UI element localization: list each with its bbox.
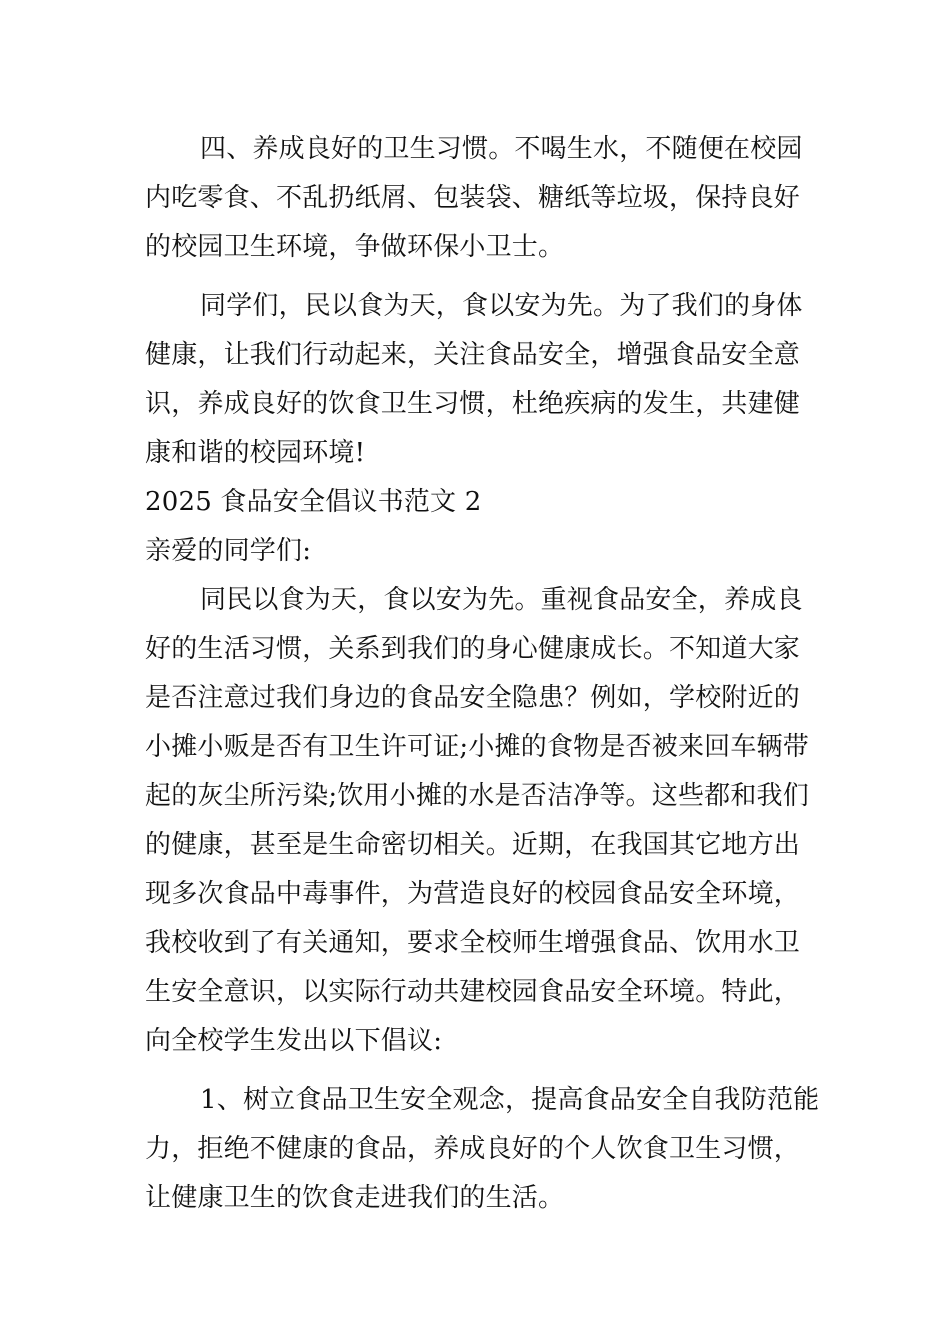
salutation: 亲爱的同学们:: [145, 536, 312, 566]
paragraph-item-1: [145, 1076, 820, 1223]
text-line: 康和谐的校园环境!: [145, 438, 366, 468]
paragraph-gap: [145, 272, 807, 282]
text-line: 是否注意过我们身边的食品安全隐患？例如，学校附近的: [145, 683, 801, 713]
section-heading: 2025 食品安全倡议书范文 2: [145, 487, 482, 517]
text-line: 内吃零食、不乱扔纸屑、包装袋、糖纸等垃圾，保持良好: [145, 183, 801, 213]
text-line: 让健康卫生的饮食走进我们的生活。: [145, 1183, 565, 1213]
paragraph-gap: [145, 1066, 807, 1076]
text-line: 的健康，甚至是生命密切相关。近期，在我国其它地方出: [145, 830, 801, 860]
text-line: 1、树立食品卫生安全观念，提高食品安全自我防范能: [200, 1085, 820, 1115]
text-line: 健康，让我们行动起来，关注食品安全，增强食品安全意: [145, 340, 801, 370]
text-line: 生安全意识，以实际行动共建校园食品安全环境。特此，: [145, 977, 801, 1007]
text-line: 同民以食为天，食以安为先。重视食品安全，养成良: [200, 585, 803, 615]
text-line: 四、养成良好的卫生习惯。不喝生水，不随便在校园: [200, 134, 803, 164]
paragraph-habit-4: [145, 125, 807, 272]
text-line: 现多次食品中毒事件，为营造良好的校园食品安全环境，: [145, 879, 801, 909]
paragraph-intro: [145, 576, 807, 1066]
text-line: 起的灰尘所污染;饮用小摊的水是否洁净等。这些都和我们: [145, 781, 809, 811]
text-line: 好的生活习惯，关系到我们的身心健康成长。不知道大家: [145, 634, 801, 664]
text-line: 我校收到了有关通知，要求全校师生增强食品、饮用水卫: [145, 928, 801, 958]
text-line: 小摊小贩是否有卫生许可证;小摊的食物是否被来回车辆带: [145, 732, 809, 762]
text-line: 的校园卫生环境，争做环保小卫士。: [145, 232, 565, 262]
text-line: 同学们，民以食为天，食以安为先。为了我们的身体: [200, 291, 803, 321]
document-page: [145, 125, 820, 1223]
text-line: 向全校学生发出以下倡议:: [145, 1026, 443, 1056]
text-line: 力，拒绝不健康的食品，养成良好的个人饮食卫生习惯，: [145, 1134, 801, 1164]
paragraph-closing: [145, 282, 807, 478]
text-line: 识，养成良好的饮食卫生习惯，杜绝疾病的发生，共建健: [145, 389, 801, 419]
